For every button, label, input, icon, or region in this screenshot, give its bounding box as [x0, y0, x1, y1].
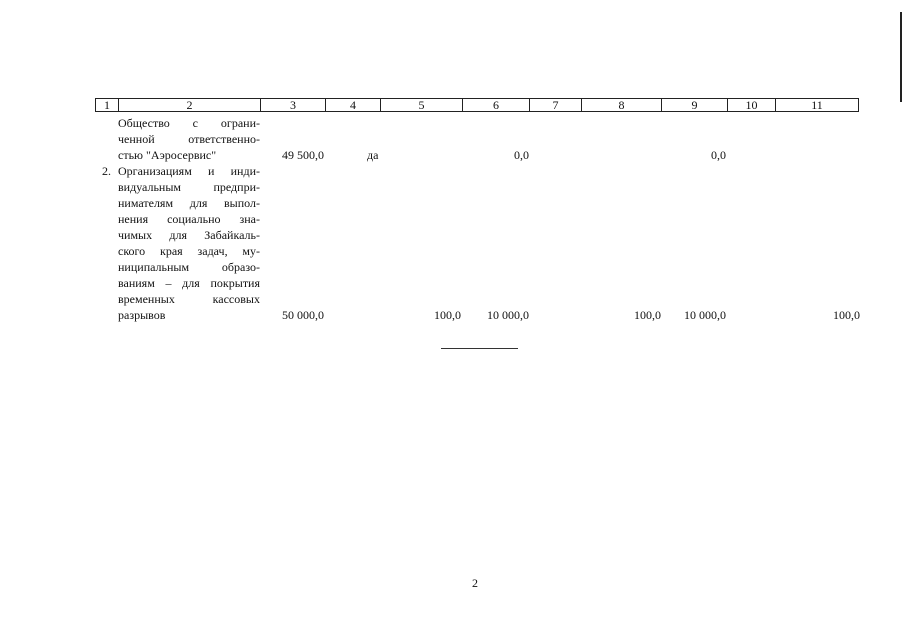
header-col-3: 3: [260, 98, 325, 112]
row2-col3: 50 000,0: [282, 308, 324, 322]
row2-desc-line: временных кассовых: [118, 292, 260, 306]
header-col-5: 5: [380, 98, 462, 112]
end-separator-line: [441, 348, 518, 349]
header-col-10: 10: [727, 98, 775, 112]
header-col-8: 8: [581, 98, 661, 112]
row2-col8: 100,0: [634, 308, 661, 322]
row1-col9: 0,0: [711, 148, 726, 162]
row1-col3: 49 500,0: [282, 148, 324, 162]
row2-desc-line: разрывов: [118, 308, 166, 322]
page-number: 2: [472, 576, 478, 590]
row2-desc-line: Организациям и инди-: [118, 164, 260, 178]
row2-col6: 10 000,0: [487, 308, 529, 322]
row1-desc-line: стью "Аэросервис": [118, 148, 217, 162]
row1-desc-line: Общество с ограни-: [118, 116, 260, 130]
row2-col9: 10 000,0: [684, 308, 726, 322]
row2-desc-line: ваниям – для покрытия: [118, 276, 260, 290]
row2-desc-line: ского края задач, му-: [118, 244, 260, 258]
header-col-2: 2: [118, 98, 260, 112]
row2-desc-line: ниципальным образо-: [118, 260, 260, 274]
row2-col5: 100,0: [434, 308, 461, 322]
row1-description: [118, 115, 260, 163]
row1-col4: да: [367, 148, 379, 162]
row2-col11: 100,0: [833, 308, 860, 322]
header-col-4: 4: [325, 98, 380, 112]
header-col-1: 1: [95, 98, 118, 112]
header-col-7: 7: [529, 98, 581, 112]
header-col-11: 11: [775, 98, 859, 112]
row2-number: 2.: [102, 164, 111, 178]
right-edge-line: [900, 12, 902, 102]
row2-description: [118, 163, 260, 323]
row1-col6: 0,0: [514, 148, 529, 162]
header-col-6: 6: [462, 98, 529, 112]
row2-desc-line: чимых для Забайкаль-: [118, 228, 260, 242]
row1-desc-line: ченной ответственно-: [118, 132, 260, 146]
header-col-9: 9: [661, 98, 727, 112]
row2-desc-line: нимателям для выпол-: [118, 196, 260, 210]
row2-desc-line: видуальным предпри-: [118, 180, 260, 194]
row2-desc-line: нения социально зна-: [118, 212, 260, 226]
